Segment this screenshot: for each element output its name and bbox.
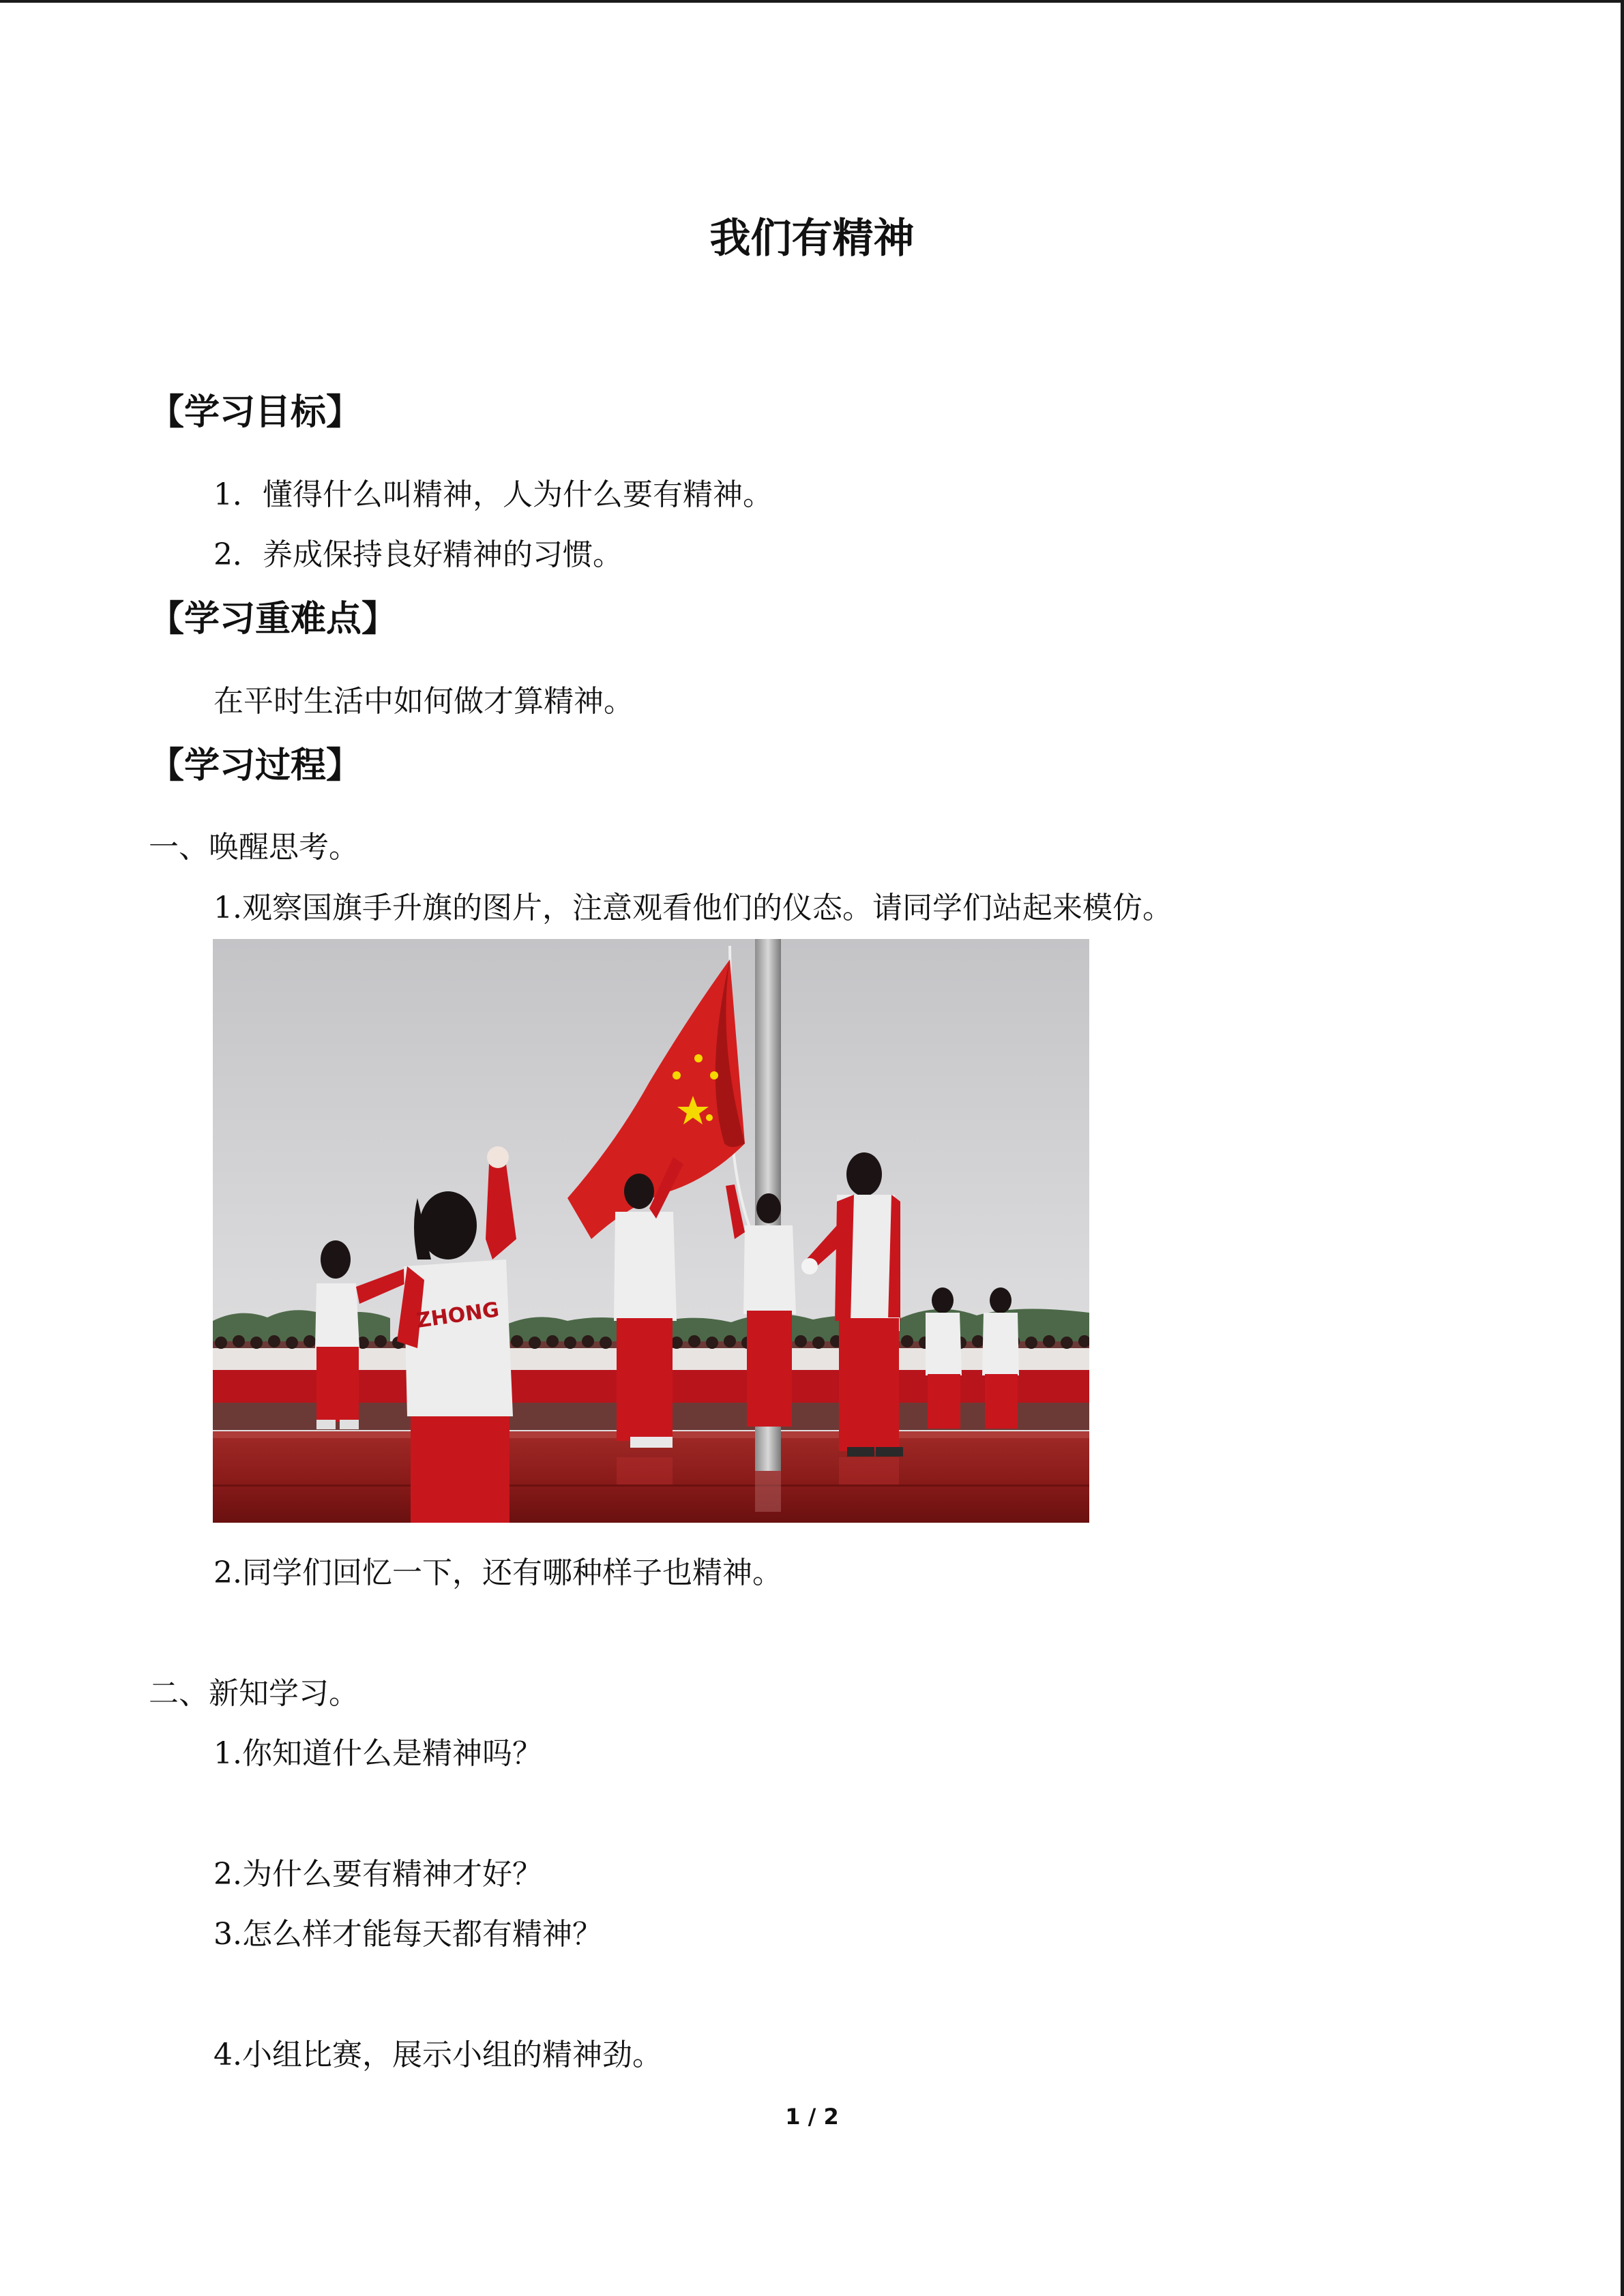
goal-item-2: 2．养成保持良好精神的习惯。 — [213, 537, 623, 572]
section-heading-key-points: 【学习重难点】 — [149, 599, 398, 640]
part2-item-3: 3.怎么样才能每天都有精神？ — [213, 1917, 602, 1952]
part1-item-2: 2.同学们回忆一下，还有哪种样子也精神。 — [213, 1555, 782, 1590]
photo-jacket-text: ZHONG — [415, 1298, 501, 1333]
key-points-text: 在平时生活中如何做才算精神。 — [213, 684, 634, 719]
section-heading-goals: 【学习目标】 — [149, 392, 362, 433]
page-number: 1 / 2 — [785, 2104, 839, 2130]
part1-title: 一、唤醒思考。 — [149, 830, 359, 865]
top-border — [0, 0, 1624, 3]
part2-item-1: 1.你知道什么是精神吗？ — [213, 1736, 542, 1771]
right-border — [1621, 0, 1624, 2296]
goal-item-1: 1．懂得什么叫精神，人为什么要有精神。 — [213, 477, 773, 512]
part2-item-4: 4.小组比赛，展示小组的精神劲。 — [213, 2038, 662, 2072]
part1-item-1: 1.观察国旗手升旗的图片，注意观看他们的仪态。请同学们站起来模仿。 — [213, 891, 1172, 925]
page-title: 我们有精神 — [709, 215, 915, 263]
flag-raising-photo — [213, 939, 1089, 1523]
section-heading-process: 【学习过程】 — [149, 745, 362, 786]
part2-item-2: 2.为什么要有精神才好？ — [213, 1857, 542, 1892]
part2-title: 二、新知学习。 — [149, 1676, 359, 1711]
